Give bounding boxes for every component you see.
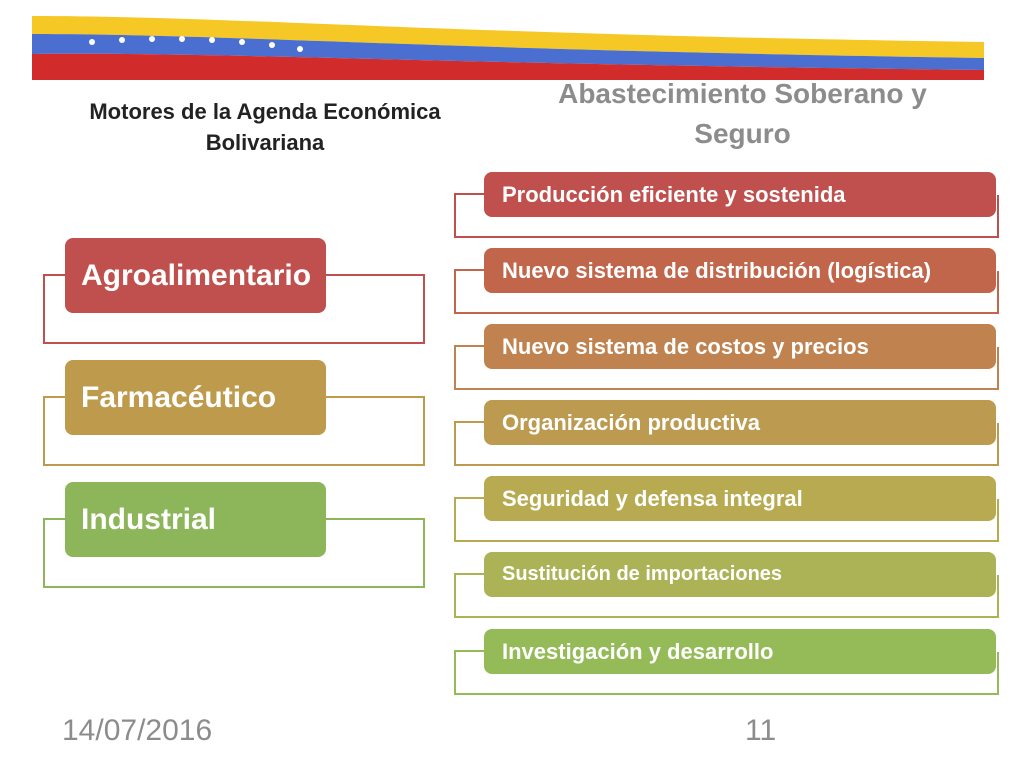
item-box-sustitucion — [484, 552, 996, 597]
item-box-produccion — [484, 172, 996, 217]
item-connector-organizacion — [454, 421, 484, 423]
item-label-organizacion: Organización productiva — [502, 409, 760, 435]
flag-banner — [32, 14, 984, 80]
motor-box-farmaceutico — [65, 360, 326, 435]
motor-connector-agroalimentario — [43, 274, 65, 276]
item-label-seguridad: Seguridad y defensa integral — [502, 485, 803, 511]
item-label-produccion: Producción eficiente y sostenida — [502, 181, 846, 207]
item-connector-sustitucion — [454, 573, 484, 575]
item-box-costos — [484, 324, 996, 369]
item-box-seguridad — [484, 476, 996, 521]
motor-connector-industrial-right — [326, 518, 425, 520]
motor-connector-farmaceutico — [43, 396, 65, 398]
item-connector-costos — [454, 345, 484, 347]
item-box-organizacion — [484, 400, 996, 445]
footer-date: 14/07/2016 — [62, 714, 213, 747]
item-connector-seguridad — [454, 497, 484, 499]
motor-connector-farmaceutico-right — [326, 396, 425, 398]
item-label-distribucion: Nuevo sistema de distribución (logística) — [502, 257, 932, 283]
item-box-investigacion — [484, 629, 996, 674]
abastecimiento-title: Abastecimiento Soberano y Seguro — [558, 78, 927, 149]
motor-label-industrial: Industrial — [81, 502, 217, 536]
item-connector-produccion — [454, 193, 484, 195]
item-label-costos: Nuevo sistema de costos y precios — [502, 333, 869, 359]
item-connector-investigacion — [454, 650, 484, 652]
item-box-distribucion — [484, 248, 996, 293]
page-number: 11 — [745, 714, 777, 747]
motor-connector-industrial — [43, 518, 65, 520]
motor-connector-agroalimentario-right — [326, 274, 425, 276]
motor-box-industrial — [65, 482, 326, 557]
motor-label-farmaceutico: Farmacéutico — [81, 380, 277, 414]
motor-box-agroalimentario — [65, 238, 326, 313]
agenda-title: Motores de la Agenda Económica Bolivariana — [89, 99, 441, 155]
item-label-investigacion: Investigación y desarrollo — [502, 638, 774, 664]
item-label-sustitucion: Sustitución de importaciones — [502, 563, 783, 585]
item-connector-distribucion — [454, 269, 484, 271]
motor-label-agroalimentario: Agroalimentario — [81, 258, 312, 292]
